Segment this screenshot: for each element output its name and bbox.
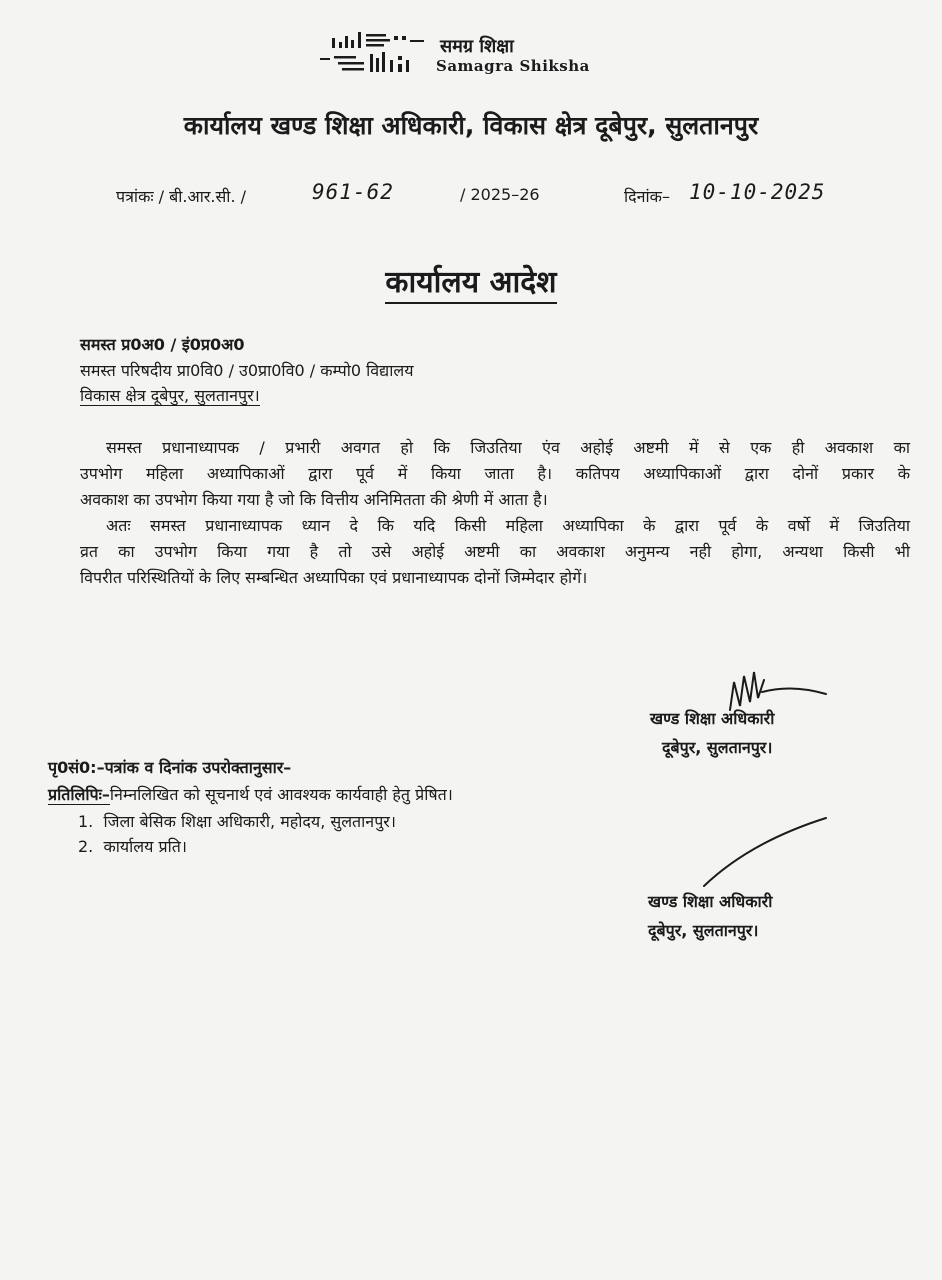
signature-2-designation: खण्ड शिक्षा अधिकारी [648,892,773,911]
logo-text-hindi: समग्र शिक्षा [440,36,514,57]
signature-stroke [700,812,830,892]
paragraph-line: अवकाश का उपभोग किया गया है जो कि वित्तीय अनिमितता की श्रेणी में आता है। [80,490,548,509]
signature-2-place: दूबेपुर, सुलतानपुर। [648,921,759,940]
body-paragraph-1 [80,435,910,513]
paragraph-line: उपभोग महिला अध्यापिकाओं द्वारा पूर्व में किया जाता है। कतिपय अध्यापिकाओं द्वारा दोनों प्रकार के [80,464,910,483]
copy-list-item: 1. जिला बेसिक शिक्षा अधिकारी, महोदय, सुलतानपुर। [78,812,396,831]
addressee-line-2: समस्त परिषदीय प्रा0वि0 / उ0प्रा0वि0 / कम्पो0 विद्यालय [80,361,414,380]
order-title: कार्यालय आदेश [0,260,942,301]
signature-2-block [648,887,772,945]
patrank-number-handwritten: 961-62 [312,180,394,204]
signature-1-place: दूबेपुर, सुलतानपुर। [662,738,773,757]
paragraph-line: समस्त प्रधानाध्यापक / प्रभारी अवगत हो कि जिउतिया एंव अहोई अष्टमी में से एक ही अवकाश का [106,438,910,457]
addressee-line-1: समस्त प्र0अ0 / इं0प्र0अ0 [80,335,245,354]
body-paragraph-2 [80,513,910,591]
patrank-year: / 2025–26 [460,185,540,204]
signature-1-designation: खण्ड शिक्षा अधिकारी [650,709,775,728]
paragraph-line: अतः समस्त प्रधानाध्यापक ध्यान दे कि यदि किसी महिला अध्यापिका के द्वारा पूर्व के वर्षो में जिउतिया [106,516,910,535]
copy-line: प्रतिलिपिः–निम्नलिखित को सूचनार्थ एवं आवश्यक कार्यवाही हेतु प्रेषित। [48,785,453,804]
paragraph-line: विपरीत परिस्थितियों के लिए सम्बन्धित अध्यापिका एवं प्रधानाध्यापक दोनों जिम्मेदार होगें। [80,568,588,587]
addressee-line-3: विकास क्षेत्र दूबेपुर, सुलतानपुर। [80,386,260,405]
paragraph-line: व्रत का उपभोग किया गया है तो उसे अहोई अष्टमी का अवकाश अनुमन्य नही होगा, अन्यथा किसी भी [80,542,910,561]
date-label: दिनांक– [624,187,670,206]
logo-text-english: Samagra Shiksha [436,57,590,75]
samagra-shiksha-logo-icon [318,30,434,82]
ref-line: पृ0सं0:–पत्रांक व दिनांक उपरोक्तानुसार– [48,758,292,777]
patrank-prefix: पत्रांकः / बी.आर.सी. / [116,187,247,206]
copy-list-item: 2. कार्यालय प्रति। [78,837,187,856]
signature-1-block [650,704,774,762]
office-title: कार्यालय खण्ड शिक्षा अधिकारी, विकास क्षेत्र दूबेपुर, सुलतानपुर [183,111,759,140]
date-value-handwritten: 10-10-2025 [689,180,826,204]
